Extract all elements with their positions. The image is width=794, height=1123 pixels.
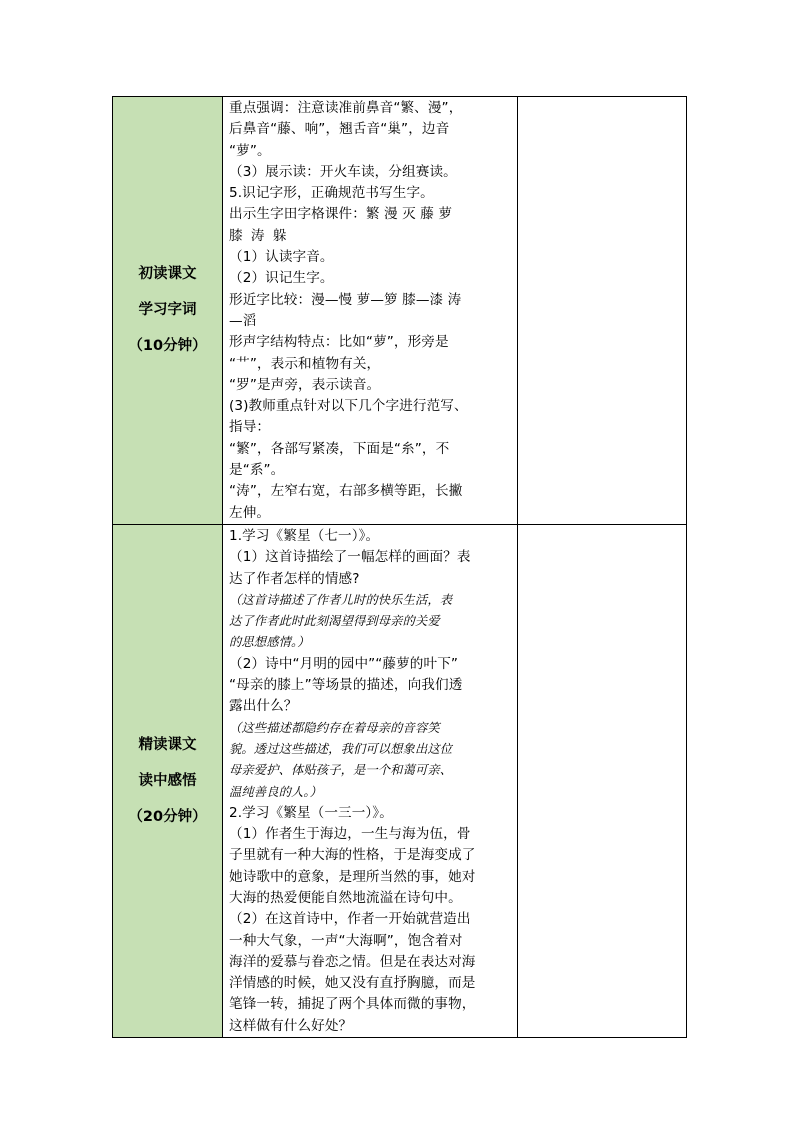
content-line: “罗”是声旁，表示读音。 xyxy=(229,376,381,393)
stage-label-line: 精读课文 xyxy=(138,737,197,753)
content-line: “涛”，左窄右宽，右部多横等距，长撇 xyxy=(229,483,463,500)
content-line: 左伸。 xyxy=(229,504,271,521)
stage-label xyxy=(113,256,222,364)
content-line: 海洋的爱慕与眷恋之情。但是在表达对海 xyxy=(229,953,476,970)
content-line: —滔 xyxy=(229,312,257,329)
stage-label-line: 初读课文 xyxy=(138,266,197,283)
answer-line: 达了作者此时此刻渴望得到母亲的关爱 xyxy=(229,614,440,629)
stage-label xyxy=(113,727,222,835)
answer-line: （这些描述都隐约存在着母亲的音容笑 xyxy=(229,720,440,735)
answer-line: 温纯善良的人。） xyxy=(229,784,323,799)
content-line: 洋情感的时候，她又没有直抒胸臆，而是 xyxy=(229,975,476,992)
content-line: 指导： xyxy=(229,419,271,436)
content-line: 一种大气象，一声“大海啊”，饱含着对 xyxy=(229,932,463,949)
content-line: 出示生字田字格课件：繁 漫 灭 藤 萝 xyxy=(229,206,453,223)
stage-label-line: 读中感悟 xyxy=(138,773,197,789)
content-line: 达了作者怎样的情感? xyxy=(229,570,360,587)
content-line: 5.识记字形，正确规范书写生字。 xyxy=(229,185,434,202)
content-line: （3）展示读：开火车读，分组赛读。 xyxy=(229,163,457,180)
content-line: （1）这首诗描绘了一幅怎样的画面？表 xyxy=(229,549,471,566)
content-line: 膝 涛 躲 xyxy=(229,227,289,244)
table-row xyxy=(113,524,687,1037)
notes-cell xyxy=(518,97,687,525)
content-line: 笔锋一转，捕捉了两个具体而微的事物， xyxy=(229,996,476,1013)
content-line: 2.学习《繁星（一三一）》。 xyxy=(229,804,393,821)
content-cell xyxy=(223,524,518,1037)
content-line: 是“系”。 xyxy=(229,462,285,479)
content-line: “萝”。 xyxy=(229,142,271,159)
stage-label-cell xyxy=(113,97,223,525)
content-line: “母亲的膝上”等场景的描述，向我们透 xyxy=(229,677,463,694)
content-line: “繁”，各部写紧凑，下面是“糸”，不 xyxy=(229,440,450,457)
lesson-plan-table xyxy=(112,96,687,1038)
answer-line: （这首诗描述了作者儿时的快乐生活，表 xyxy=(229,592,453,607)
table-row xyxy=(113,97,687,525)
content-line: 1.学习《繁星（七一）》。 xyxy=(229,527,380,544)
content-line: （1）认读字音。 xyxy=(229,249,334,266)
content-line: （1）作者生于海边，一生与海为伍，骨 xyxy=(229,826,471,843)
content-line: 这样做有什么好处？ xyxy=(229,1017,353,1034)
content-line: 形声字结构特点：比如“萝”，形旁是 xyxy=(229,334,449,351)
content-line: （2）在这首诗中，作者一开始就营造出 xyxy=(229,911,471,928)
content-line: 形近字比较：漫—慢 萝—箩 膝—漆 涛 xyxy=(229,291,462,308)
content-line: 子里就有一种大海的性格，于是海变成了 xyxy=(229,847,476,864)
content-line: （2）诗中“月明的园中”“藤萝的叶下” xyxy=(229,655,459,672)
content-line: 后鼻音“藤、响”，翘舌音“巢”，边音 xyxy=(229,121,450,138)
answer-line: 母亲爱护、体贴孩子，是一个和蔼可亲、 xyxy=(229,763,453,778)
content-line: （2）识记生字。 xyxy=(229,270,334,287)
content-line: “艹”，表示和植物有关， xyxy=(229,355,381,372)
content-line: (3)教师重点针对以下几个字进行范写、 xyxy=(229,398,468,415)
stage-label-line: 学习字词 xyxy=(138,302,197,319)
activity-content xyxy=(223,97,517,524)
answer-line: 貌。透过这些描述，我们可以想象出这位 xyxy=(229,741,453,756)
content-line: 重点强调：注意读准前鼻音“繁、漫”， xyxy=(229,100,463,116)
content-line: 露出什么？ xyxy=(229,698,298,715)
stage-label-cell xyxy=(113,524,223,1037)
stage-label-line: （20分钟） xyxy=(128,809,207,825)
stage-label-line: （10分钟） xyxy=(128,338,207,355)
notes-cell xyxy=(518,524,687,1037)
content-line: 她诗歌中的意象，是理所当然的事，她对 xyxy=(229,868,476,885)
activity-content xyxy=(223,525,517,1037)
content-line: 大海的热爱便能自然地流溢在诗句中。 xyxy=(229,889,462,906)
content-cell xyxy=(223,97,518,525)
answer-line: 的思想感情。） xyxy=(229,635,310,650)
